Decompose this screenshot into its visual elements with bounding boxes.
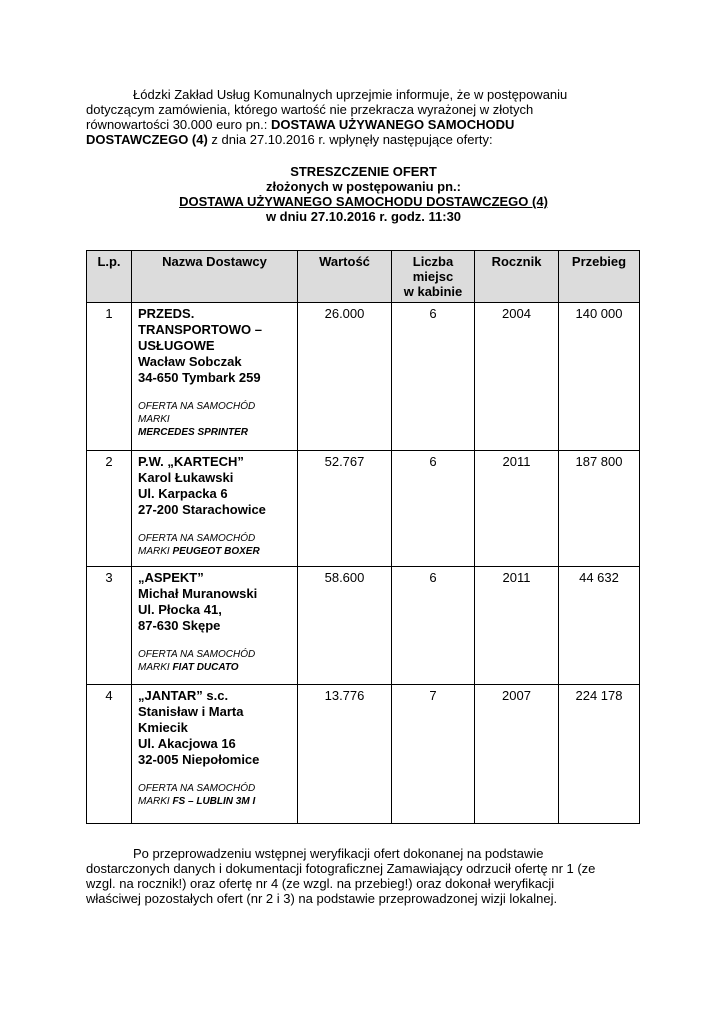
header-seats-line-3: w kabinie (403, 284, 463, 299)
supplier-line: Kmiecik (138, 720, 188, 735)
table-row (87, 451, 640, 567)
supplier-line: Michał Muranowski (138, 586, 258, 601)
supplier-line: P.W. „KARTECH” (138, 454, 244, 469)
cell-mileage: 44 632 (559, 567, 640, 685)
offer-note-marki: MARKI (138, 796, 173, 807)
heading-line-2: złożonych w postępowaniu pn.: (266, 179, 461, 194)
header-lp: L.p. (87, 251, 132, 303)
header-supplier: Nazwa Dostawcy (132, 251, 298, 303)
supplier-line: USŁUGOWE (138, 338, 215, 353)
cell-lp: 3 (87, 567, 132, 685)
supplier-line: Ul. Płocka 41, (138, 602, 222, 617)
cell-supplier (132, 451, 298, 567)
table-header-row (87, 251, 640, 303)
supplier-line: PRZEDS. (138, 306, 195, 321)
supplier-line: 27-200 Starachowice (138, 502, 266, 517)
supplier-name (138, 306, 291, 386)
supplier-line: 34-650 Tymbark 259 (138, 370, 261, 385)
offer-note (138, 532, 291, 558)
vehicle-brand: MERCEDES SPRINTER (138, 427, 249, 438)
cell-supplier (132, 303, 298, 451)
header-mileage: Przebieg (559, 251, 640, 303)
summary-heading (86, 164, 641, 224)
offer-note-line (138, 661, 291, 674)
cell-mileage: 140 000 (559, 303, 640, 451)
table-row (87, 303, 640, 451)
cell-year: 2007 (475, 685, 559, 824)
cell-year: 2004 (475, 303, 559, 451)
cell-seats: 6 (392, 567, 475, 685)
offers-table (86, 250, 640, 824)
cell-value: 58.600 (298, 567, 392, 685)
cell-seats: 7 (392, 685, 475, 824)
cell-supplier (132, 567, 298, 685)
offer-note-line: OFERTA NA SAMOCHÓD (138, 533, 256, 544)
offer-note-line: OFERTA NA SAMOCHÓD (138, 401, 256, 412)
supplier-line: Ul. Karpacka 6 (138, 486, 228, 501)
supplier-line: 87-630 Skępe (138, 618, 221, 633)
supplier-line: 32-005 Niepołomice (138, 752, 260, 767)
heading-line-4: w dniu 27.10.2016 r. godz. 11:30 (265, 209, 462, 224)
vehicle-brand: FIAT DUCATO (172, 662, 239, 673)
cell-value: 52.767 (298, 451, 392, 567)
cell-lp: 2 (87, 451, 132, 567)
supplier-line: Wacław Sobczak (138, 354, 242, 369)
header-seats (392, 251, 475, 303)
intro-paragraph (86, 87, 606, 147)
cell-seats: 6 (392, 451, 475, 567)
supplier-line: „ASPEKT” (138, 570, 204, 585)
table-row (87, 685, 640, 824)
supplier-line: Stanisław i Marta (138, 704, 244, 719)
intro-procurement-title: DOSTAWA UŻYWANEGO SAMOCHODU DOSTAWCZEGO (4) (86, 117, 515, 147)
supplier-name (138, 688, 291, 768)
header-seats-line-1: Liczba (412, 254, 454, 269)
heading-line-1: STRESZCZENIE OFERT (290, 164, 437, 179)
closing-paragraph (86, 846, 606, 906)
cell-supplier (132, 685, 298, 824)
table-body (87, 303, 640, 824)
offer-note-line (138, 413, 291, 439)
offer-note-line (138, 545, 291, 558)
offer-note-line: OFERTA NA SAMOCHÓD (138, 783, 256, 794)
supplier-name (138, 570, 291, 634)
vehicle-brand: PEUGEOT BOXER (172, 546, 260, 557)
offer-note-marki: MARKI (138, 546, 173, 557)
intro-text-a: Łódzki Zakład Usług Komunalnych uprzejmie informuje, że w postępowaniu dotyczącym zamówienia, którego wartość nie przekracza wyrażonej w złotych równowartości 30.000 euro pn.: (86, 87, 568, 132)
header-value: Wartość (298, 251, 392, 303)
table-row (87, 567, 640, 685)
offer-note-line (138, 795, 291, 808)
cell-mileage: 224 178 (559, 685, 640, 824)
offer-note (138, 648, 291, 674)
supplier-line: TRANSPORTOWO – (138, 322, 262, 337)
cell-lp: 1 (87, 303, 132, 451)
cell-value: 26.000 (298, 303, 392, 451)
cell-lp: 4 (87, 685, 132, 824)
cell-value: 13.776 (298, 685, 392, 824)
cell-year: 2011 (475, 451, 559, 567)
offer-note-line: OFERTA NA SAMOCHÓD (138, 649, 256, 660)
offer-note-marki: MARKI (138, 662, 173, 673)
supplier-line: Ul. Akacjowa 16 (138, 736, 236, 751)
closing-text: Po przeprowadzeniu wstępnej weryfikacji ofert dokonanej na podstawie dostarczonych danych i dokumentacji fotograficznej Zamawiający odrzucił ofertę nr 1 (ze wzgl. na rocznik!) oraz ofertę nr 4 (ze wzgl. na przebieg!) oraz dokonał weryfikacji właściwej pozostałych ofert (nr 2 i 3) na podstawie przeprowadzonej wizji lokalnej. (86, 846, 596, 906)
offer-note-marki: MARKI (138, 414, 170, 425)
cell-seats: 6 (392, 303, 475, 451)
supplier-name (138, 454, 291, 518)
heading-line-3: DOSTAWA UŻYWANEGO SAMOCHODU DOSTAWCZEGO (4) (179, 194, 548, 209)
cell-year: 2011 (475, 567, 559, 685)
supplier-line: „JANTAR” s.c. (138, 688, 229, 703)
header-year: Rocznik (475, 251, 559, 303)
vehicle-brand: FS – LUBLIN 3M I (172, 796, 256, 807)
header-seats-line-2: miejsc (412, 269, 454, 284)
intro-text-b: z dnia 27.10.2016 r. wpłynęły następujące oferty: (207, 132, 493, 147)
offer-note (138, 782, 291, 808)
supplier-line: Karol Łukawski (138, 470, 234, 485)
offer-note (138, 400, 291, 439)
cell-mileage: 187 800 (559, 451, 640, 567)
